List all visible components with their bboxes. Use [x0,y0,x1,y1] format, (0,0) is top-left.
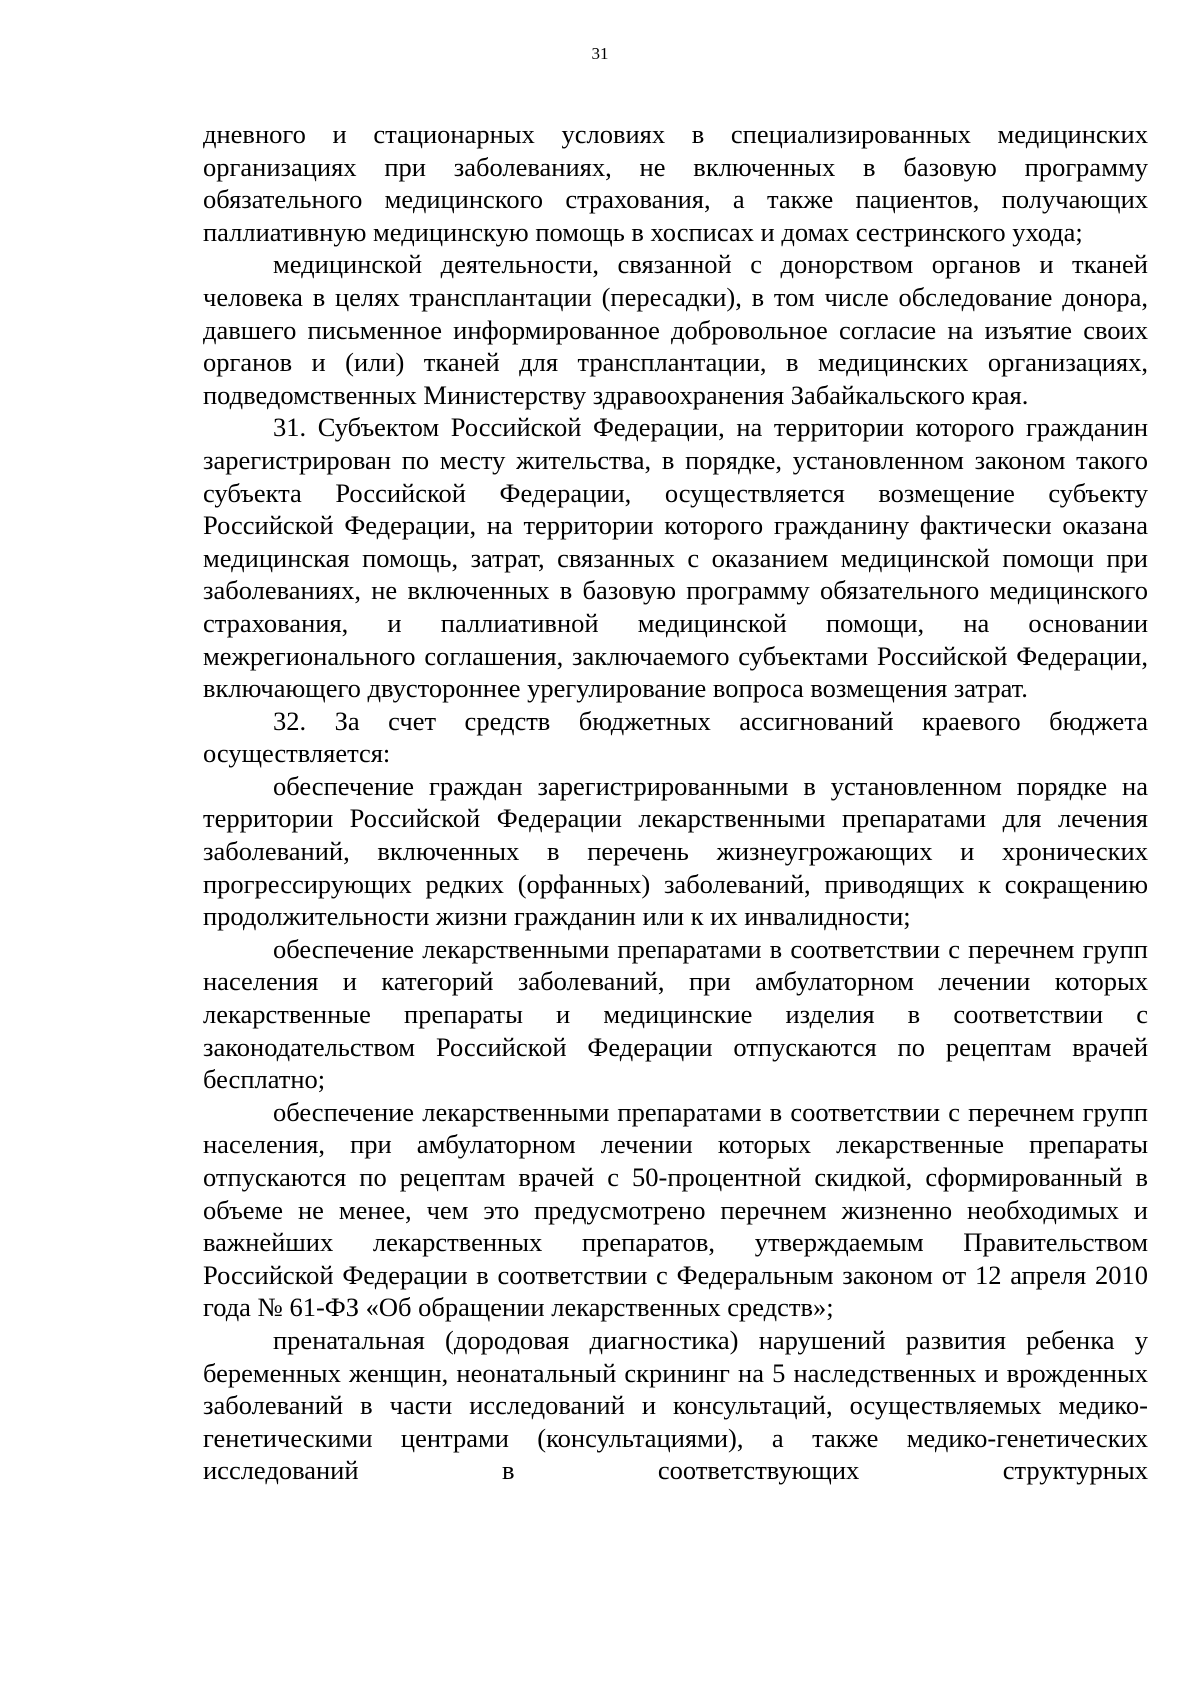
paragraph-prenatal: пренатальная (дородовая диагностика) нарушений развития ребенка у беременных женщин, неонатальный скрининг на 5 наследственных и врожденных заболеваний в части исследований и консультаций, осуществляемых медико-генетическими центрами (консультациями), а также медико-генетических исследований в соответствующих структурных [203,1324,1148,1486]
paragraph-orphan-drugs: обеспечение граждан зарегистрированными в установленном порядке на территории Российской Федерации лекарственными препаратами для лечения заболеваний, включенных в перечень жизнеугрожающих и хронических прогрессирующих редких (орфанных) заболеваний, приводящих к сокращению продолжительности жизни гражданин или к их инвалидности; [203,770,1148,932]
paragraph-discount-drugs: обеспечение лекарственными препаратами в соответствии с перечнем групп населения, при амбулаторном лечении которых лекарственные препараты отпускаются по рецептам врачей с 50-процентной скидкой, сформированный в объеме не менее, чем это предусмотрено перечнем жизненно необходимых и важнейших лекарственных препаратов, утверждаемым Правительством Российской Федерации в соответствии с Федеральным законом от 12 апреля 2010 года № 61-ФЗ «Об обращении лекарственных средств»; [203,1096,1148,1323]
document-body [203,118,1148,1487]
paragraph-31: 31. Субъектом Российской Федерации, на территории которого гражданин зарегистрирован по месту жительства, в порядке, установленном законом такого субъекта Российской Федерации, осуществляется возмещение субъекту Российской Федерации, на территории которого гражданину фактически оказана медицинская помощь, затрат, связанных с оказанием медицинской помощи при заболеваниях, не включенных в базовую программу обязательного медицинского страхования, и паллиативной медицинской помощи, на основании межрегионального соглашения, заключаемого субъектами Российской Федерации, включающего двустороннее урегулирование вопроса возмещения затрат. [203,412,1148,704]
page-number: 31 [591,44,609,63]
paragraph-free-drugs: обеспечение лекарственными препаратами в соответствии с перечнем групп населения и категорий заболеваний, при амбулаторном лечении которых лекарственные препараты и медицинские изделия в соответствии с законодательством Российской Федерации отпускаются по рецептам врачей бесплатно; [203,933,1148,1095]
paragraph-continuation: дневного и стационарных условиях в специализированных медицинских организациях при заболеваниях, не включенных в базовую программу обязательного медицинского страхования, а также пациентов, получающих паллиативную медицинскую помощь в хосписах и домах сестринского ухода; [203,119,1148,247]
paragraph-donation: медицинской деятельности, связанной с донорством органов и тканей человека в целях трансплантации (пересадки), в том числе обследование донора, давшего письменное информированное добровольное согласие на изъятие своих органов и (или) тканей для трансплантации, в медицинских организациях, подведомственных Министерству здравоохранения Забайкальского края. [203,249,1148,410]
paragraph-32: 32. За счет средств бюджетных ассигнований краевого бюджета осуществляется: [203,705,1148,769]
